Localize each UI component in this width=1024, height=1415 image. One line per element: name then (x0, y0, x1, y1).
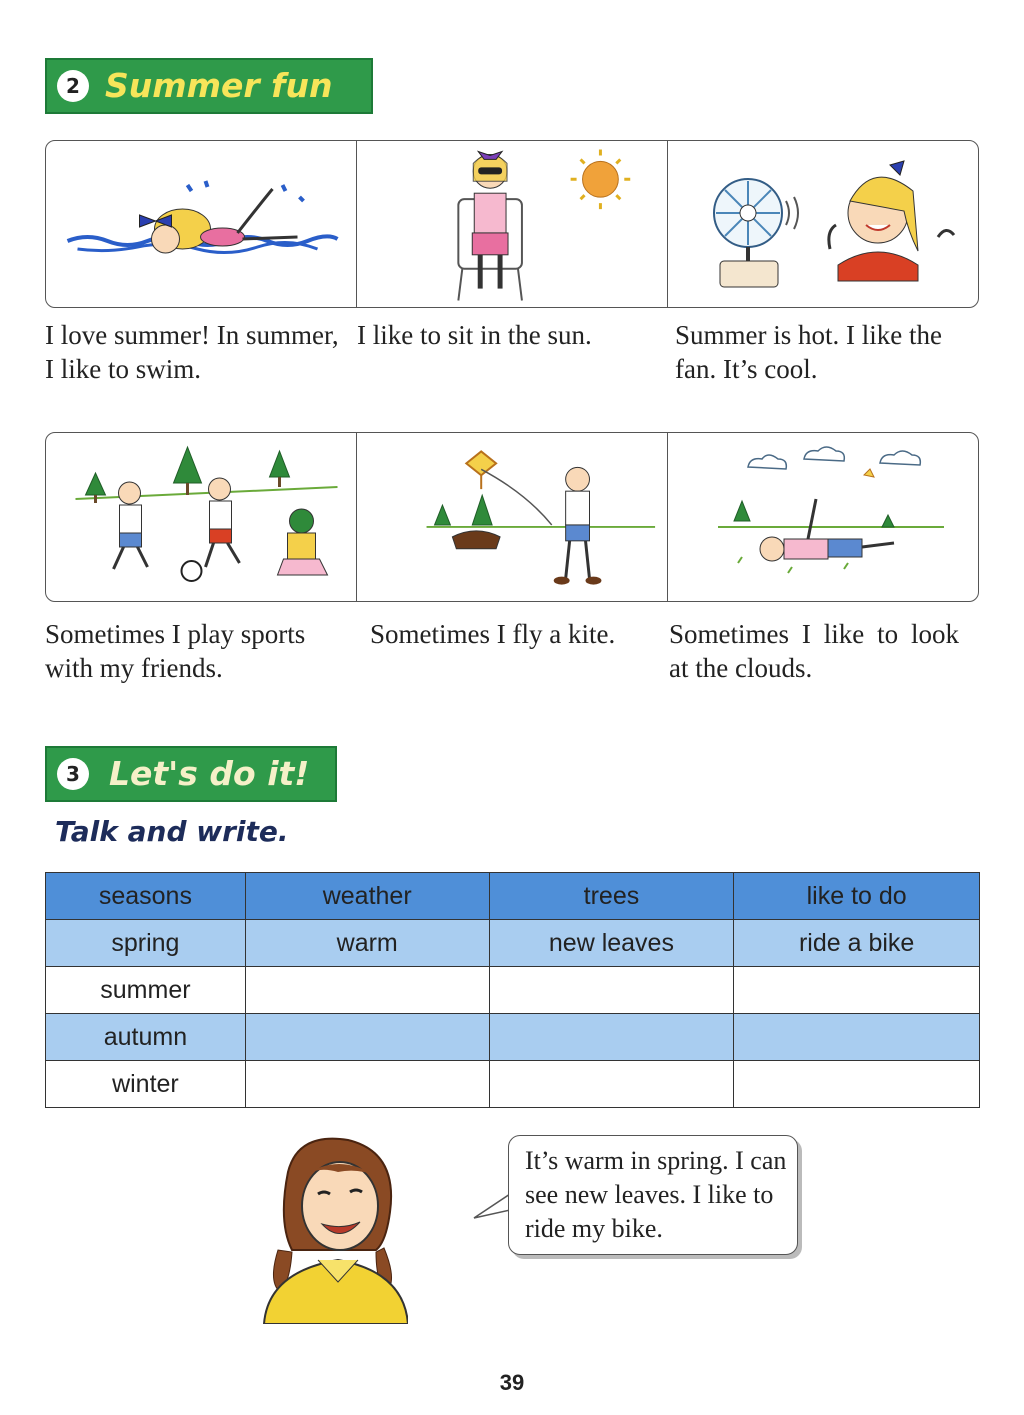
girl-with-fan-illustration (668, 141, 978, 307)
caption-sports: Sometimes I play sports with my friends. (45, 619, 306, 683)
activity-cell[interactable] (734, 967, 980, 1014)
activity-cell[interactable] (734, 1061, 980, 1108)
illustration-row-1 (45, 140, 979, 308)
season-cell: spring (46, 920, 246, 967)
seasons-table (45, 872, 980, 1108)
header-seasons: seasons (46, 873, 246, 920)
table-row (46, 967, 980, 1014)
caption-fan: Summer is hot. I like the fan. It’s cool. (675, 320, 942, 384)
season-cell: summer (46, 967, 246, 1014)
section-number: 3 (57, 758, 89, 790)
table-header-row (46, 873, 980, 920)
trees-cell[interactable] (489, 1061, 734, 1108)
header-like-to-do: like to do (734, 873, 980, 920)
caption-clouds: Sometimes I like to look at the clouds. (669, 619, 959, 683)
activity-cell[interactable]: ride a bike (734, 920, 980, 967)
clouds-illustration (668, 433, 978, 601)
girl-in-sun-illustration (357, 141, 668, 307)
caption-swim: I love summer! In summer, I like to swim. (45, 320, 339, 384)
section-title: Let's do it! (109, 754, 310, 793)
weather-cell[interactable] (245, 1014, 489, 1061)
table-row (46, 920, 980, 967)
page-number: 39 (499, 1370, 525, 1395)
header-trees: trees (489, 873, 734, 920)
speech-bubble-text: It’s warm in spring. I can see new leaves. I like to ride my bike. (525, 1146, 787, 1243)
weather-cell[interactable] (245, 1061, 489, 1108)
illustration-row-2 (45, 432, 979, 602)
speech-bubble-tail (472, 1190, 512, 1224)
speech-bubble (508, 1135, 798, 1255)
weather-cell[interactable]: warm (245, 920, 489, 967)
activity-cell[interactable] (734, 1014, 980, 1061)
soccer-illustration (46, 433, 357, 601)
trees-cell[interactable] (489, 967, 734, 1014)
caption-kite: Sometimes I fly a kite. (370, 619, 616, 649)
girl-speaker-illustration (258, 1132, 408, 1324)
swimming-girl-illustration (46, 141, 357, 307)
kite-illustration (357, 433, 668, 601)
section-number: 2 (57, 70, 89, 102)
section-2-banner (45, 58, 373, 114)
activity-instruction: Talk and write. (55, 815, 289, 848)
table-row (46, 1014, 980, 1061)
section-title: Summer fun (105, 66, 333, 105)
season-cell: autumn (46, 1014, 246, 1061)
season-cell: winter (46, 1061, 246, 1108)
section-3-banner (45, 746, 337, 802)
weather-cell[interactable] (245, 967, 489, 1014)
table-row (46, 1061, 980, 1108)
caption-sun: I like to sit in the sun. (357, 320, 592, 350)
header-weather: weather (245, 873, 489, 920)
trees-cell[interactable] (489, 1014, 734, 1061)
trees-cell[interactable]: new leaves (489, 920, 734, 967)
